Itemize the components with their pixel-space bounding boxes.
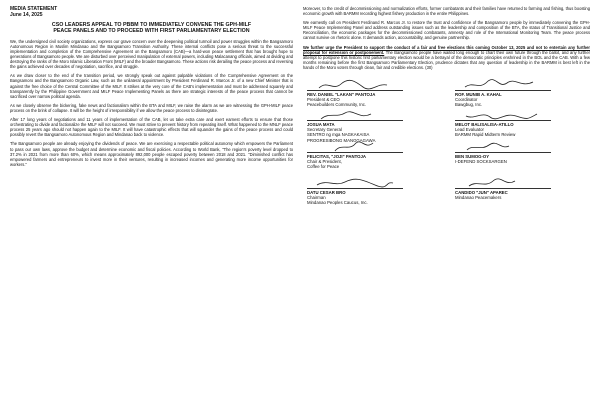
signatory-1 [307, 90, 437, 108]
signatory-4-title: Lead Evaluator [455, 127, 484, 133]
statement-title [10, 22, 293, 35]
signature-scrawl-3 [315, 109, 395, 121]
statement-label: MEDIA STATEMENT [10, 6, 58, 12]
paragraph-violations: As we draw closer to the end of the transition period, we strongly speak out against palpable violations of the Comprehensive Agreement on the Bangsamoro and the Bangsamoro Organic Law, such as the unilateral appointment by President Ferdinand R. Marcos Jr. of a new Chief Minister that is against the free choice of the Central Committee of the MILF. It strikes at the very core of the CAB's implementation and must be addressed squarely and transparently by the Philippine Government and MILF Peace Implementing Panels as there are strategic interests of the peace process that cannot be sacrificed over narrow political agenda. [10, 73, 293, 99]
signatory-3-org-line-2: PROGRESIBONG MANGGAGAWA [307, 137, 376, 143]
signature-scrawl-7 [315, 177, 395, 189]
left-column [10, 0, 293, 171]
signature-scrawl-8 [463, 177, 543, 189]
title-line-1: CSO LEADERS APPEAL TO PBBM TO IMMEDIATELY CONVENE THE GPH-MILF [51, 22, 252, 28]
signatory-2-org: Bawgbug, Inc. [455, 102, 483, 108]
urge-bold-text: We further urge the President to support the conduct of a fair and free elections this coming October 13, 2025 and not to entertain any further proposal for extension or postponement. [303, 44, 590, 55]
signature-scrawl-5 [315, 141, 395, 153]
signatory-2-name: ROF. MUNIB A. KAHAL [455, 90, 551, 97]
signatory-2 [455, 90, 585, 108]
signature-scrawl-6 [463, 141, 543, 153]
right-column [303, 0, 590, 222]
paragraph-history: After 17 long years of negotiations and 11 years of implementation of the CAB, let us take extra care and exert earnest efforts to ensure that those orchestrating to divide and factionalize the MILF will not succeed. We must strive to prevent history from repeating itself. What happened to the MNLF peace process 25 years ago should not happen again to the MILF. It will have catastrophic effects that will squander the gains of the peace process and could possibly revert the Bangsamoro Autonomous Region and Mindanao back to violence. [10, 117, 293, 138]
paragraph-decommissioning: Moreover, to the credit of decommissioning and normalization efforts, former combatants and their families have returned to farming and fishing, thus boosting economic growth with BARMM recording highest fishery production in the entire Philippines. [303, 6, 590, 17]
signatories-block [303, 76, 590, 222]
signatory-1-title: President & CEO [307, 97, 340, 103]
statement-date: June 14, 2025 [10, 12, 43, 18]
signatory-5 [307, 152, 437, 170]
signature-scrawl-1 [315, 79, 395, 91]
signatory-7-org: Mindanao Peoples Caucus, Inc. [307, 200, 368, 206]
signatory-3 [307, 120, 437, 143]
paragraph-dividends: The Bangsamoro people are already enjoying the dividends of peace. We are exercising a respectable political autonomy which empowers the Parliament to pass our own laws, approve the budget and determine economic and fiscal policies. According to World Bank, "The region's poverty level dropped to 37.2% in 2021 from more than 60%, which means approximately 892,000 people escaped poverty between 2018 and 2021. "Diminished conflict has empowered farmers and entrepreneurs to invest more in their ventures, resulting in increased incomes and generating more income opportunities for workers." [10, 141, 293, 167]
signatory-4 [455, 120, 585, 138]
signatory-5-org: Coffee for Peace [307, 164, 340, 170]
signatory-8 [455, 188, 585, 200]
signature-scrawl-2 [463, 79, 543, 91]
signatory-8-name: CANDIDO "JUN" APAREC [455, 188, 551, 195]
signatory-1-org: Peacebuilders Community, Inc. [307, 102, 367, 108]
urge-rest-text: The Bangsamoro people have waited long enough to chart their own future through the ballot, and any further attempt to postpone this historic first parliamentary election would be a betrayal of the democratic principles enshrined in the BOL and the CAB. With a few months remaining before the first Bangsamoro Parliamentary Election, prudence dictates that any question of leadership in the BARMM is best left in the hands of the Moro voters through clean, fair and credible elections. (30) [303, 49, 590, 70]
paragraph-urge [303, 45, 590, 70]
signatory-4-org: BARMM Rapid Midterm Review [455, 132, 516, 138]
signatory-3-title: Secretary General [307, 127, 342, 133]
signatory-2-title: Coordinator [455, 97, 478, 103]
signature-scrawl-4 [463, 109, 543, 121]
signatory-6 [455, 152, 585, 164]
signatory-8-title: Mindanao Peacemakers [455, 195, 502, 201]
signatory-3-org: SENTRO ng mga NAGKAKAISA [307, 132, 370, 138]
signatory-4-name: MELOT BALISALISA-ATILLO [455, 120, 551, 127]
signatory-7 [307, 188, 437, 206]
signatory-6-title: I-DEFEND SOCKSARGEN [455, 159, 507, 165]
paragraph-concern: We, the undersigned civil society organizations, express our grave concern over the deepening political turmoil and power struggles within the Bangsamoro Autonomous Region in Muslim Mindanao and the Bangsamoro Transition Authority. These internal conflicts pose a serious threat to the successful implementation and completion of the Comprehensive Agreement on the Bangsamoro (CAB)—a hard-won peace settlement that has brought hope to generations of Bangsamoro people. We are disturbed over perceived manipulation of external powers, including Malacanang officials, aimed at dividing and destroying the ranks of the Moro Islamic Liberation Front (MILF) and the broader Bangsamoro. These actions risk derailing the peace process and reversing the gains achieved over decades of negotiation, sacrifice, and struggle. [10, 38, 293, 70]
title-line-2: PEACE PANELS AND TO PROCEED WITH FIRST PARLIAMENTARY ELECTION [53, 28, 250, 35]
signatory-3-name: JOSUA MATA [307, 120, 403, 127]
signatory-7-title: Chairman [307, 195, 326, 201]
signatory-5-name: FELICITAS, "JOJI" PANTOJA [307, 152, 403, 159]
paragraph-alarm: As we closely observe the bickering, fake news and factionalism within the BTA and MILF, we raise the alarm as we are witnessing the GPH-MILF peace process on the brink of collapse. It will be the height of irresponsibility if we allow the peace process to disintegrate. [10, 102, 293, 113]
signatory-1-name: REV. DANIEL "LAKAN" PANTOJA [307, 90, 403, 97]
paragraph-call: We earnestly call on President Ferdinand R. Marcos Jr. to restore the trust and confidence of the Bangsamoro people by immediately convening the GPH-MILF Peace Implementing Panel and address outstanding issues such as the leadership and composition of the BTA, the status of Transitional Justice and Reconciliation, the economic packages for the decommissioned combatants, amnesty and role of the International Monitoring Team. The peace process cannot survive on rhetoric alone. It demands action, accountability, and genuine partnership. [303, 20, 590, 41]
signatory-7-name: DATU CESAR BRO [307, 188, 403, 195]
signatory-5-title: Chair & President, [307, 159, 342, 165]
signatory-6-name: BEN SUMOG-OY [455, 152, 551, 159]
